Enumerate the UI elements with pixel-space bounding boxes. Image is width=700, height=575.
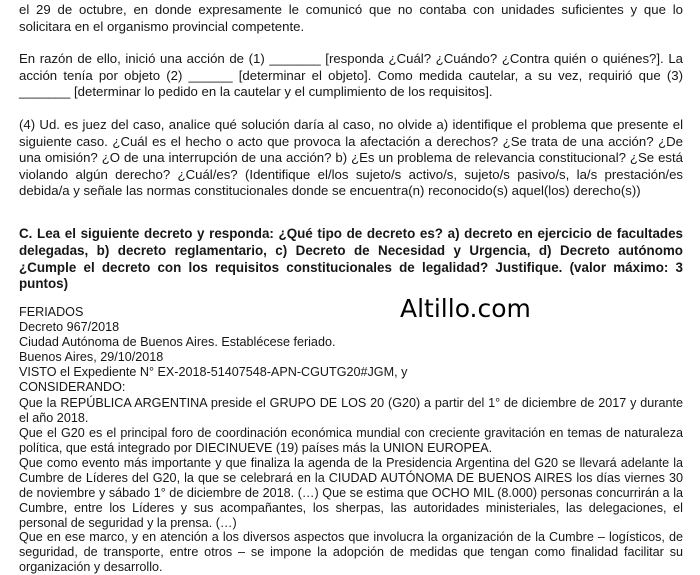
considerando-1: Que la REPÚBLICA ARGENTINA preside el GRUPO DE LOS 20 (G20) a partir del 1° de diciembre de 2017 y durante el año 2018. xyxy=(19,396,683,426)
considerando-3: Que como evento más importante y que finaliza la agenda de la Presidencia Argentina del G20 se llevará adelante la Cumbre de Líderes del G20, la que se celebrará en la CIUDAD AUTÓNOMA DE BUENOS AIRES los días viernes 30 de noviembre y sábado 1° de diciembre de 2018. (…) Que se estima que OCHO MIL (8.000) personas concurrirán a la Cumbre, entre los Líderes y sus acompañantes, los sherpas, las autoridades ministeriales, las delegaciones, el personal de seguridad y la prensa. (…) xyxy=(19,456,683,531)
paragraph-action-blanks: En razón de ello, inició una acción de (1) _______ [responda ¿Cuál? ¿Cuándo? ¿Contra quién o quiénes?]. La acción tenía por objeto (2) ______ [determinar el objeto]. Como medida cautelar, a su vez, requirió que (3) _______ [determinar lo pedido en la cautelar y el cumplimiento de los requisitos]. xyxy=(19,51,683,99)
paragraph-question-4: (4) Ud. es juez del caso, analice qué solución daría al caso, no olvide a) identifique el problema que presente el siguiente caso. ¿Cuál es el hecho o acto que provoca la afectación a derechos? ¿Se trata de una acción? ¿De una omisión? ¿O de una interrupción de una acción? b) ¿Es un problema de relevancia constitucional? ¿Se está violando algún derecho? ¿Cuál/es? (Identifique el/los sujeto/s activo/s, sujeto/s pasivo/s, la/s prestación/es debida/a y señale las normas constitucionales donde se encuentra(n) reconocido(s) aquel(los) derecho(s)) xyxy=(19,117,683,198)
considerando-4: Que en ese marco, y en atención a los diversos aspectos que involucra la organización de la Cumbre – logísticos, de seguridad, de transporte, entre otros – se impone la adopción de medidas que tengan como finalidad facilitar su organización y desarrollo. xyxy=(19,530,683,575)
decree-header xyxy=(19,305,683,396)
paragraph-case-facts: el 29 de octubre, en donde expresamente le comunicó que no contaba con unidades suficientes y que lo solicitara en el organismo provincial competente. xyxy=(19,2,683,34)
decree-summary: Ciudad Autónoma de Buenos Aires. Establécese feriado. xyxy=(19,335,336,350)
decree-visto: VISTO el Expediente N° EX-2018-51407548-APN-CGUTG20#JGM, y xyxy=(19,365,408,380)
considerando-2: Que el G20 es el principal foro de coordinación económica mundial con creciente gravitación en temas de naturaleza política, que está integrado por DIECINUEVE (19) países más la UNION EUROPEA. xyxy=(19,426,683,456)
question-c-heading: C. Lea el siguiente decreto y responda: ¿Qué tipo de decreto es? a) decreto en ejercicio de facultades delegadas, b) decreto reglamentario, c) Decreto de Necesidad y Urgencia, d) Decreto autónomo ¿Cumple el decreto con los requisitos constitucionales de legalidad? Justifique. (valor máximo: 3 puntos) xyxy=(19,226,683,292)
decree-considerando: CONSIDERANDO: xyxy=(19,380,126,395)
altillo-watermark: Altillo.com xyxy=(400,294,531,323)
decree-heading: FERIADOS xyxy=(19,305,84,319)
decree-place-date: Buenos Aires, 29/10/2018 xyxy=(19,350,164,365)
decree-number: Decreto 967/2018 xyxy=(19,320,120,335)
